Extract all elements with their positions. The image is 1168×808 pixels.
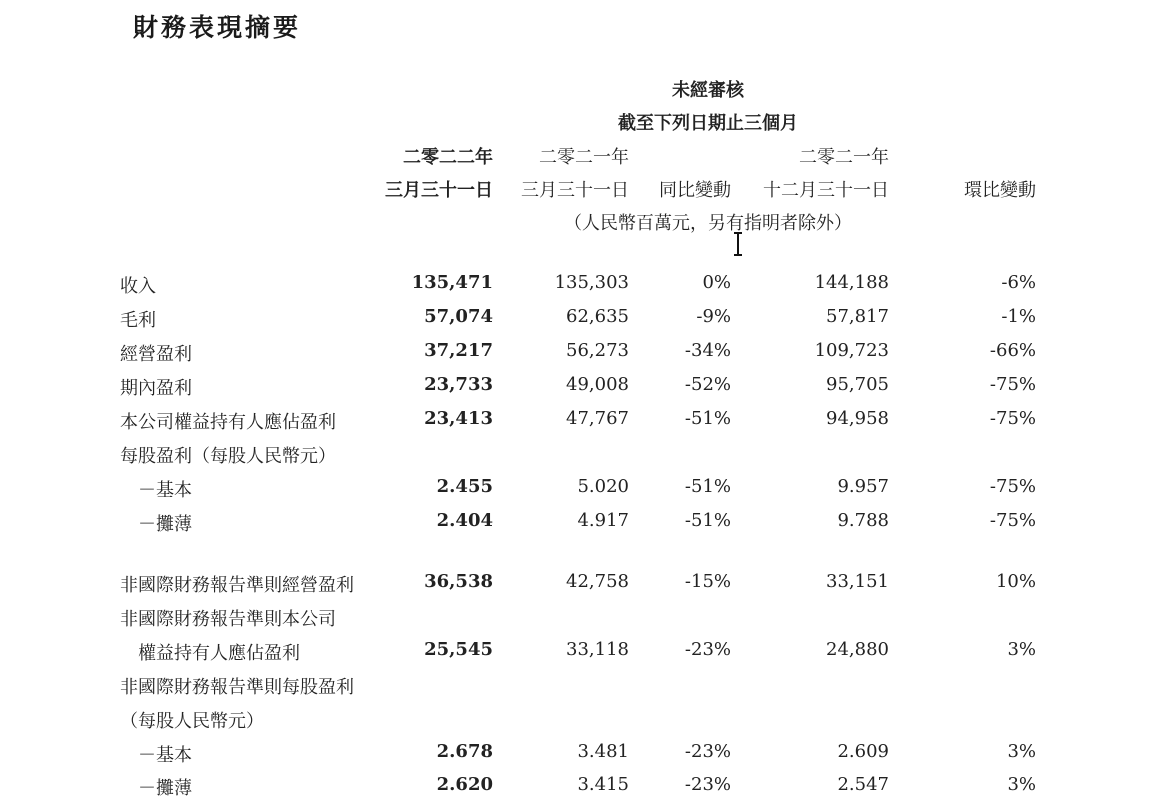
row-label: 毛利 xyxy=(120,310,156,331)
row-label: 每股盈利（每股人民幣元） xyxy=(120,446,336,467)
row-label: 期內盈利 xyxy=(120,378,192,399)
col1-year-header: 二零二二年 xyxy=(403,147,493,168)
cell-q1-2021: 3.481 xyxy=(577,741,629,762)
cell-qoq: 3% xyxy=(1007,741,1036,762)
cell-yoy: -23% xyxy=(684,774,731,795)
cell-q1-2021: 47,767 xyxy=(566,408,629,429)
row-label: －攤薄 xyxy=(120,778,192,799)
row-label: 非國際財務報告準則本公司 xyxy=(120,609,336,630)
table-row xyxy=(0,569,1168,599)
row-label: 權益持有人應佔盈利 xyxy=(120,643,300,664)
row-label: 非國際財務報告準則每股盈利 xyxy=(120,677,354,698)
cell-q1-2022: 25,545 xyxy=(424,639,493,660)
table-row xyxy=(0,372,1168,402)
cell-q1-2022: 2.455 xyxy=(436,476,493,497)
cell-q4-2021: 144,188 xyxy=(814,272,889,293)
cell-q1-2022: 135,471 xyxy=(411,272,493,293)
cell-q1-2021: 135,303 xyxy=(554,272,629,293)
cell-q4-2021: 109,723 xyxy=(814,340,889,361)
cell-q1-2022: 57,074 xyxy=(424,306,493,327)
cell-yoy: -51% xyxy=(684,476,731,497)
cell-qoq: -1% xyxy=(1001,306,1036,327)
table-row xyxy=(0,772,1168,802)
cell-yoy: -23% xyxy=(684,639,731,660)
cell-q1-2022: 37,217 xyxy=(424,340,493,361)
col2-year-header: 二零二一年 xyxy=(539,147,629,168)
cell-qoq: -6% xyxy=(1001,272,1036,293)
cell-q4-2021: 2.547 xyxy=(837,774,889,795)
cell-q1-2022: 23,413 xyxy=(424,408,493,429)
cell-qoq: -66% xyxy=(989,340,1036,361)
cell-qoq: -75% xyxy=(989,476,1036,497)
table-row xyxy=(0,304,1168,334)
page-title: 財務表現摘要 xyxy=(133,13,302,42)
table-row xyxy=(0,270,1168,300)
row-label: 經營盈利 xyxy=(120,344,192,365)
col5-header: 環比變動 xyxy=(964,180,1036,201)
cell-yoy: -51% xyxy=(684,408,731,429)
col4-date-header: 十二月三十一日 xyxy=(763,180,889,201)
cell-yoy: 0% xyxy=(702,272,731,293)
cell-q1-2022: 2.678 xyxy=(436,741,493,762)
col3-header: 同比變動 xyxy=(659,180,731,201)
cell-q4-2021: 24,880 xyxy=(826,639,889,660)
row-label: 本公司權益持有人應佔盈利 xyxy=(120,412,336,433)
cell-q1-2021: 5.020 xyxy=(577,476,629,497)
table-row xyxy=(0,637,1168,667)
row-label: －基本 xyxy=(120,480,192,501)
cell-q4-2021: 9.957 xyxy=(837,476,889,497)
text-cursor-icon xyxy=(731,232,745,256)
cell-q1-2022: 2.620 xyxy=(436,774,493,795)
row-label: 非國際財務報告準則經營盈利 xyxy=(120,575,354,596)
cell-q4-2021: 33,151 xyxy=(826,571,889,592)
col4-year-header: 二零二一年 xyxy=(799,147,889,168)
table-row xyxy=(0,603,1168,633)
period-header: 截至下列日期止三個月 xyxy=(618,113,798,134)
unit-note: （人民幣百萬元，另有指明者除外） xyxy=(564,213,852,234)
cell-q1-2021: 42,758 xyxy=(566,571,629,592)
table-row xyxy=(0,671,1168,701)
row-label: （每股人民幣元） xyxy=(120,711,264,732)
cell-qoq: 10% xyxy=(995,571,1036,592)
cell-qoq: 3% xyxy=(1007,639,1036,660)
cell-q1-2021: 62,635 xyxy=(566,306,629,327)
cell-q1-2022: 36,538 xyxy=(424,571,493,592)
cell-q4-2021: 57,817 xyxy=(826,306,889,327)
cell-yoy: -52% xyxy=(684,374,731,395)
cell-q1-2022: 2.404 xyxy=(436,510,493,531)
cell-q1-2021: 56,273 xyxy=(566,340,629,361)
cell-q4-2021: 9.788 xyxy=(837,510,889,531)
table-row xyxy=(0,705,1168,735)
cell-qoq: -75% xyxy=(989,510,1036,531)
table-row xyxy=(0,440,1168,470)
row-label: 收入 xyxy=(120,276,156,297)
table-row xyxy=(0,406,1168,436)
cell-yoy: -15% xyxy=(684,571,731,592)
cell-q1-2021: 3.415 xyxy=(577,774,629,795)
cell-yoy: -51% xyxy=(684,510,731,531)
col1-date-header: 三月三十一日 xyxy=(385,180,493,201)
cell-q4-2021: 94,958 xyxy=(826,408,889,429)
cell-yoy: -9% xyxy=(696,306,731,327)
cell-yoy: -23% xyxy=(684,741,731,762)
table-row xyxy=(0,474,1168,504)
cell-q1-2021: 4.917 xyxy=(577,510,629,531)
table-row xyxy=(0,739,1168,769)
col2-date-header: 三月三十一日 xyxy=(521,180,629,201)
row-label: －基本 xyxy=(120,745,192,766)
cell-qoq: -75% xyxy=(989,408,1036,429)
cell-qoq: 3% xyxy=(1007,774,1036,795)
cell-yoy: -34% xyxy=(684,340,731,361)
table-row xyxy=(0,338,1168,368)
cell-q1-2022: 23,733 xyxy=(424,374,493,395)
cell-q1-2021: 33,118 xyxy=(566,639,629,660)
row-label: －攤薄 xyxy=(120,514,192,535)
cell-qoq: -75% xyxy=(989,374,1036,395)
cell-q1-2021: 49,008 xyxy=(566,374,629,395)
cell-q4-2021: 2.609 xyxy=(837,741,889,762)
table-row xyxy=(0,508,1168,538)
unaudited-header: 未經審核 xyxy=(672,80,744,101)
cell-q4-2021: 95,705 xyxy=(826,374,889,395)
